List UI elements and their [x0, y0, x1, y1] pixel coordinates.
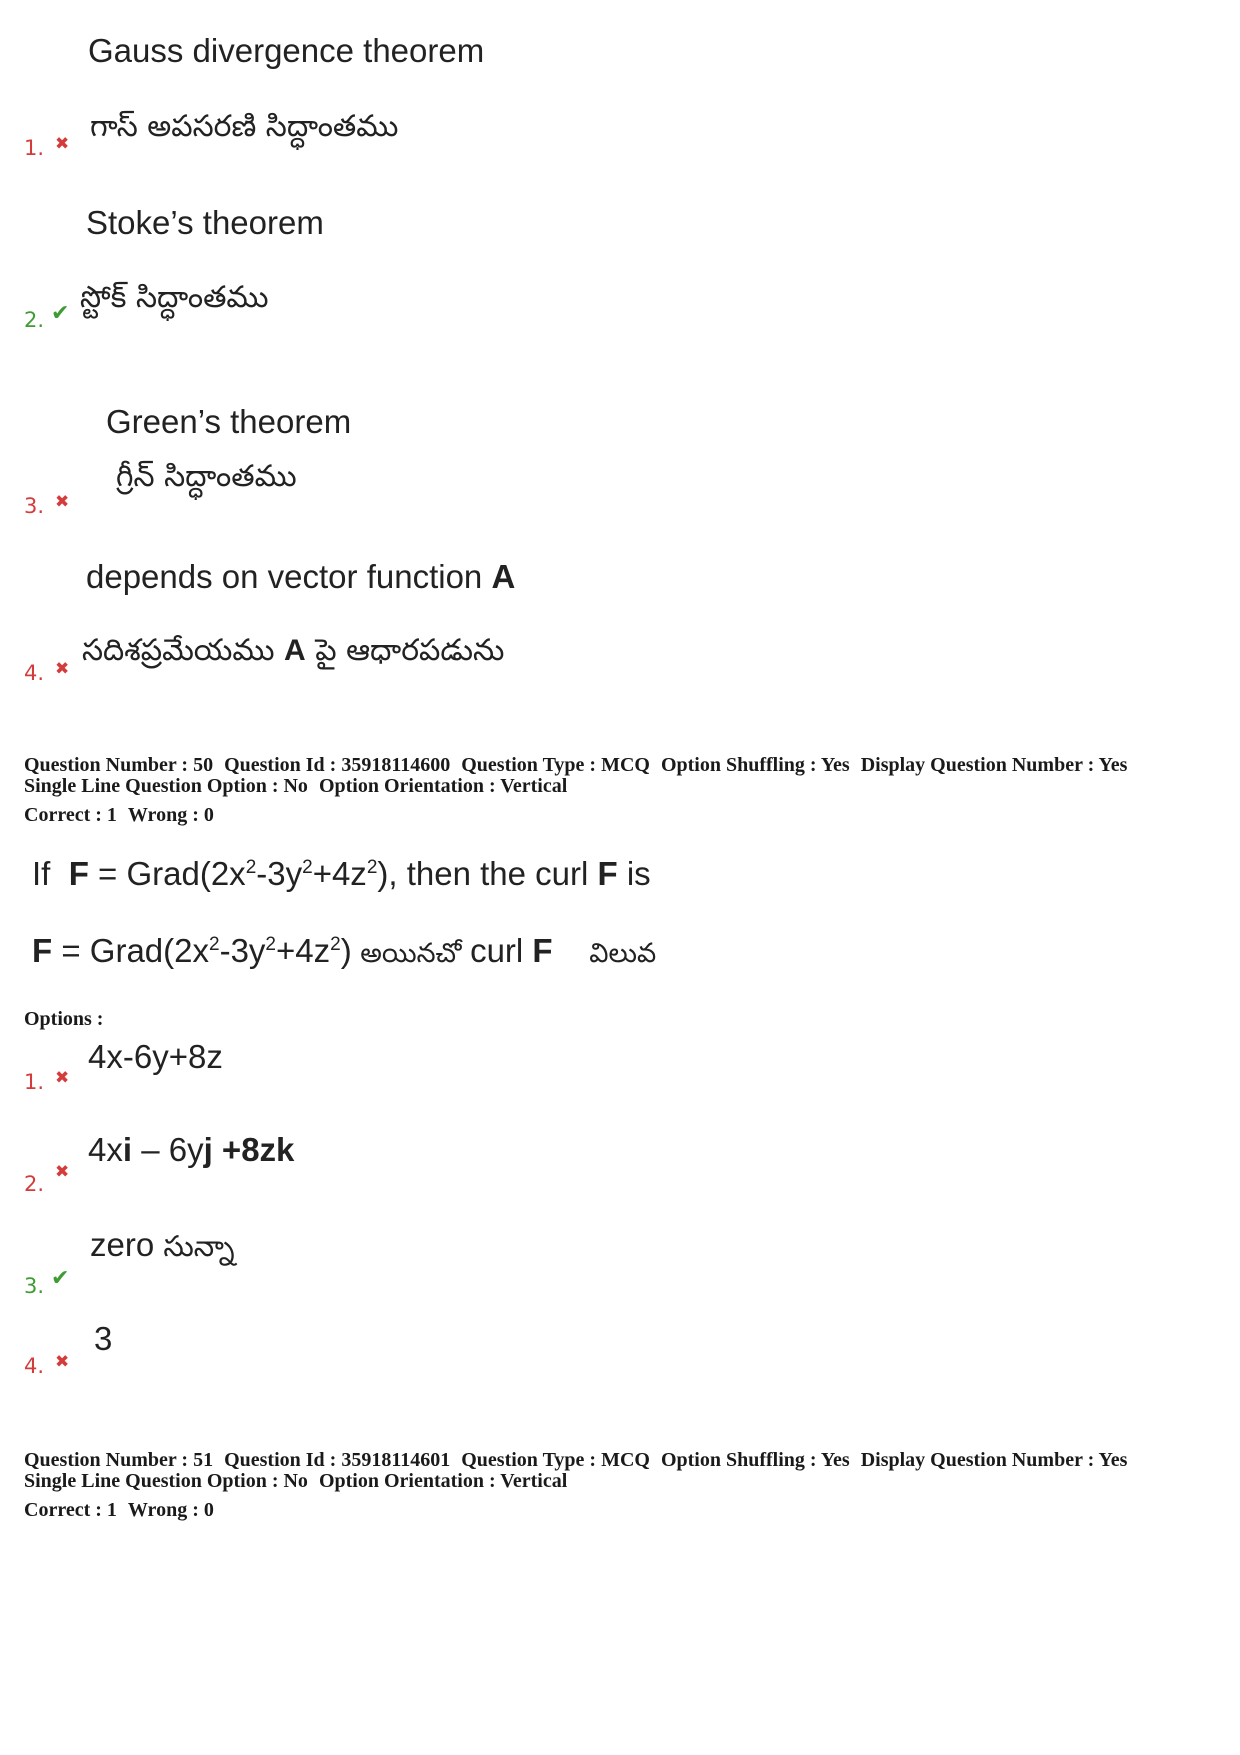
q-end: is — [617, 855, 651, 892]
option-orientation: Option Orientation : Vertical — [318, 1470, 568, 1492]
q-close: ) — [340, 932, 352, 969]
question-id: Question Id : 35918114600 — [224, 754, 451, 776]
question-type: Question Type : MCQ — [461, 754, 650, 776]
q-F: F — [68, 855, 89, 892]
wrong-marks: Wrong : 0 — [127, 1499, 214, 1521]
q-exp: 2 — [209, 934, 220, 955]
q-grad: = Grad(2x — [88, 855, 246, 892]
question-50-english — [32, 857, 651, 890]
question-51-meta-line-1 — [24, 1450, 1127, 1470]
q50-option-4-text: 3 — [94, 1320, 113, 1357]
q-exp: 2 — [366, 857, 378, 878]
prev-option-3-number: 3. — [24, 494, 45, 518]
cross-icon: ✖ — [55, 1068, 70, 1088]
question-number: Question Number : 50 — [24, 754, 214, 776]
q-if: If — [32, 855, 51, 892]
question-51-meta-line-2 — [24, 1471, 567, 1491]
option-orientation: Option Orientation : Vertical — [318, 775, 568, 797]
prev-option-4-english-bold: A — [491, 558, 516, 595]
q-F: F — [32, 932, 53, 969]
correct-marks: Correct : 1 — [24, 1499, 117, 1521]
q-term: -3y — [256, 855, 303, 892]
opt-unit-j: j — [203, 1131, 213, 1168]
cross-icon: ✖ — [55, 492, 70, 512]
q-exp: 2 — [265, 934, 276, 955]
q50-option-2-number: 2. — [24, 1172, 45, 1196]
question-50-meta-line-1 — [24, 755, 1127, 775]
wrong-marks: Wrong : 0 — [127, 804, 214, 826]
single-line-option: Single Line Question Option : No — [24, 775, 308, 797]
cross-icon: ✖ — [55, 659, 70, 679]
q-F: F — [597, 855, 618, 892]
check-icon: ✔ — [51, 1266, 70, 1291]
option-shuffling: Option Shuffling : Yes — [660, 754, 850, 776]
question-51-meta-line-3 — [24, 1500, 214, 1520]
q-term: +4z — [276, 932, 331, 969]
opt-text-te: సున్నా — [163, 1229, 235, 1263]
q-grad: = Grad(2x — [52, 932, 209, 969]
q50-option-4-number: 4. — [24, 1354, 45, 1378]
prev-option-4-number: 4. — [24, 661, 45, 685]
opt-unit-i: i — [122, 1131, 133, 1168]
question-id: Question Id : 35918114601 — [224, 1449, 451, 1471]
opt-text-en: zero — [90, 1226, 164, 1263]
q-telugu-value: విలువ — [589, 938, 657, 969]
display-question-number: Display Question Number : Yes — [860, 1449, 1128, 1471]
check-icon: ✔ — [51, 301, 70, 326]
prev-option-4-telugu-text: సదిశప్రమేయము — [82, 633, 285, 668]
q-term: +4z — [312, 855, 367, 892]
cross-icon: ✖ — [55, 134, 70, 154]
q-tail: ), then the curl — [377, 855, 598, 892]
prev-option-3-english: Green’s theorem — [106, 403, 352, 440]
prev-option-4-english — [86, 560, 515, 593]
prev-option-2-number: 2. — [24, 308, 45, 332]
opt-part: 4x — [88, 1131, 123, 1168]
prev-option-4-english-text: depends on vector function — [86, 558, 492, 595]
prev-option-4-telugu-bold: A — [284, 634, 306, 667]
prev-option-2-telugu: స్టోక్ సిద్ధాంతము — [80, 280, 269, 315]
q50-option-1-text: 4x-6y+8z — [88, 1038, 223, 1075]
single-line-option: Single Line Question Option : No — [24, 1470, 308, 1492]
q50-option-3-text — [90, 1228, 235, 1261]
options-label: Options : — [24, 1008, 104, 1030]
prev-option-1-english: Gauss divergence theorem — [88, 32, 485, 69]
prev-option-1-telugu: గాస్ అపసరణి సిద్ధాంతము — [90, 109, 399, 144]
q-telugu-text: అయినచో — [351, 938, 471, 969]
q-curl: curl — [470, 932, 533, 969]
prev-option-4-telugu-suffix: పై ఆధారపడును — [305, 633, 505, 668]
display-question-number: Display Question Number : Yes — [860, 754, 1128, 776]
question-type: Question Type : MCQ — [461, 1449, 650, 1471]
prev-option-3-telugu: గ్రీన్ సిద్ధాంతము — [116, 459, 297, 494]
q-term: -3y — [219, 932, 266, 969]
option-shuffling: Option Shuffling : Yes — [660, 1449, 850, 1471]
q-exp: 2 — [245, 857, 257, 878]
prev-option-4-telugu — [82, 633, 505, 668]
cross-icon: ✖ — [55, 1352, 70, 1372]
question-number: Question Number : 51 — [24, 1449, 214, 1471]
question-50-meta-line-2 — [24, 776, 567, 796]
q50-option-1-number: 1. — [24, 1070, 45, 1094]
q-exp: 2 — [330, 934, 341, 955]
q50-option-3-number: 3. — [24, 1274, 45, 1298]
q-F: F — [532, 932, 553, 969]
prev-option-2-english: Stoke’s theorem — [86, 204, 324, 241]
opt-part: – 6y — [132, 1131, 204, 1168]
opt-unit-k: k — [276, 1131, 295, 1168]
question-50-telugu — [32, 934, 656, 967]
correct-marks: Correct : 1 — [24, 804, 117, 826]
opt-part: +8z — [212, 1131, 277, 1168]
prev-option-1-number: 1. — [24, 136, 45, 160]
q-exp: 2 — [302, 857, 313, 878]
question-50-meta-line-3 — [24, 805, 214, 825]
q50-option-2-text — [88, 1133, 294, 1166]
cross-icon: ✖ — [55, 1162, 70, 1182]
